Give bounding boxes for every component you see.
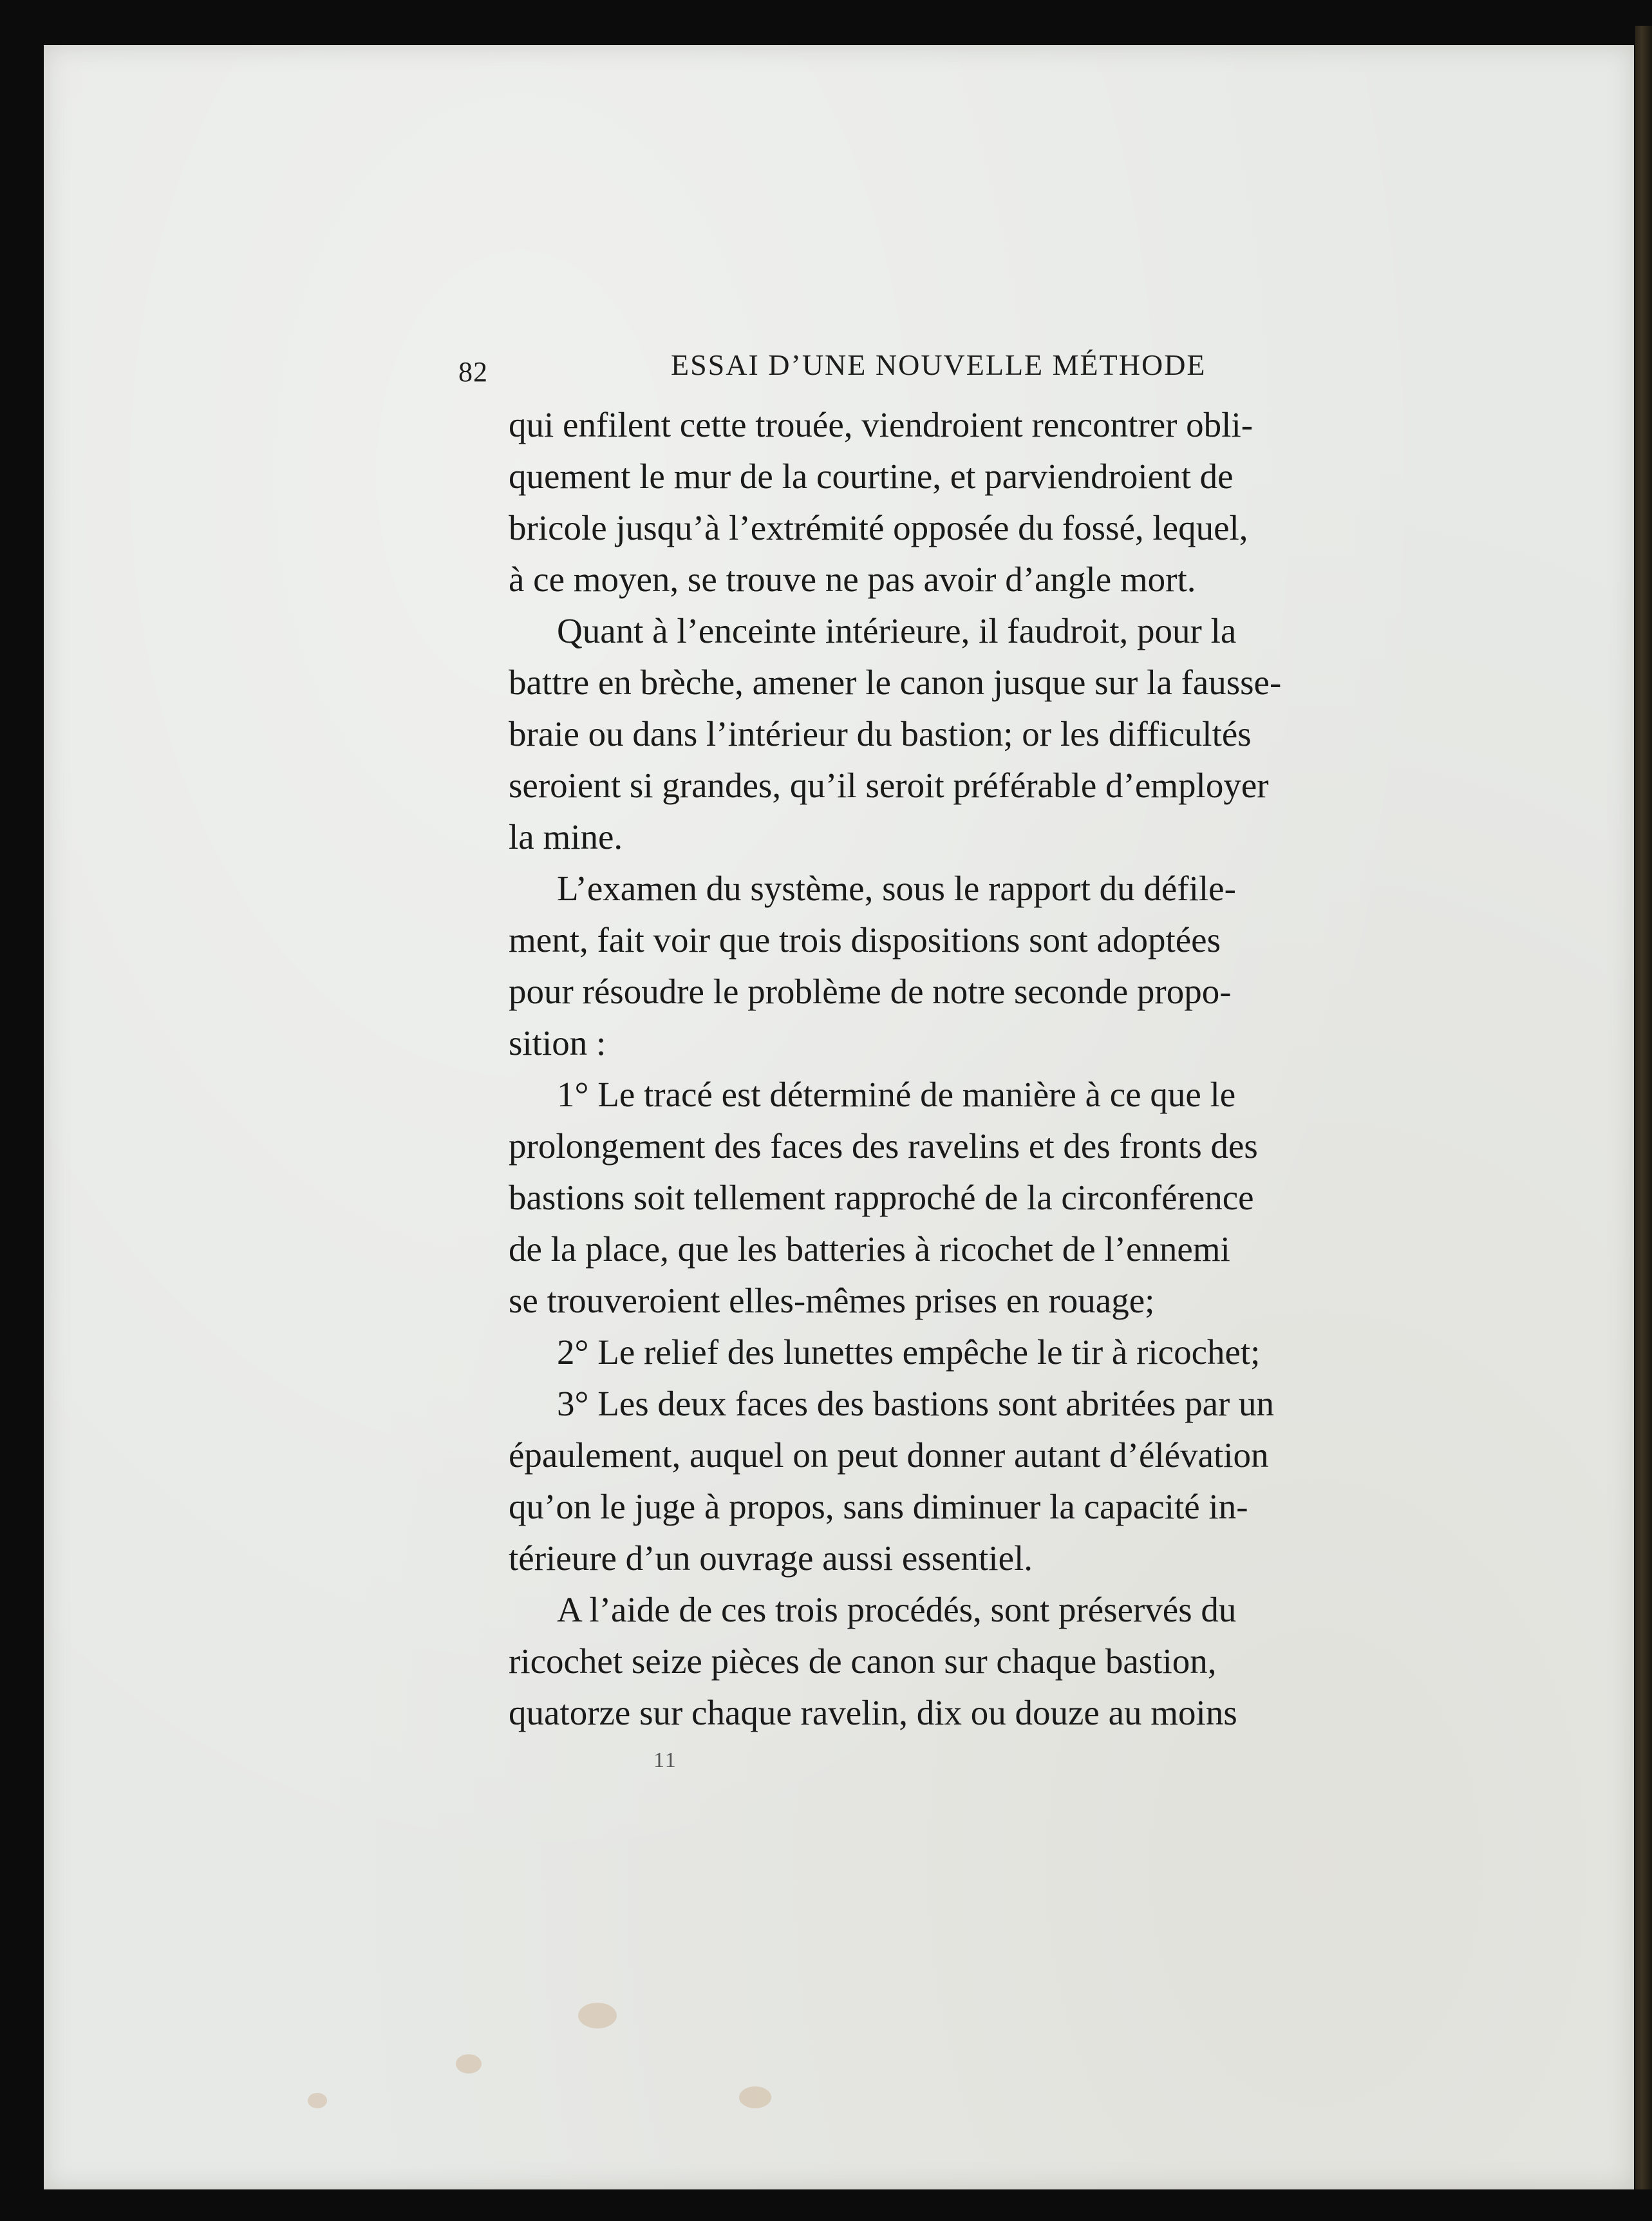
text-line: quatorze sur chaque ravelin, dix ou douze au moins — [509, 1693, 1237, 1732]
text-line: de la place, que les batteries à ricochet de l’ennemi — [509, 1229, 1230, 1269]
text-line: ricochet seize pièces de canon sur chaque bastion, — [509, 1641, 1217, 1681]
text-line: la mine. — [509, 817, 623, 856]
text-line: se trouveroient elles-mêmes prises en rouage; — [509, 1281, 1155, 1320]
text-line: à ce moyen, se trouve ne pas avoir d’angle mort. — [509, 560, 1196, 599]
text-line: prolongement des faces des ravelins et des fronts des — [509, 1126, 1258, 1166]
text-line: sition : — [509, 1023, 606, 1063]
text-line: 3° Les deux faces des bastions sont abritées par un — [557, 1384, 1275, 1423]
paragraph-2 — [509, 605, 1423, 863]
text-line: térieure d’un ouvrage aussi essentiel. — [509, 1538, 1033, 1578]
binding-edge — [1635, 26, 1652, 2189]
running-header — [458, 348, 1257, 399]
foxing-stain — [456, 2054, 482, 2074]
text-line: battre en brèche, amener le canon jusque sur la fausse- — [509, 663, 1282, 702]
text-line: quement le mur de la courtine, et parviendroient de — [509, 457, 1234, 496]
foxing-stain — [308, 2093, 327, 2108]
running-title: ESSAI D’UNE NOUVELLE MÉTHODE — [671, 348, 1206, 381]
foxing-stain — [739, 2086, 771, 2108]
text-line: bastions soit tellement rapproché de la circonférence — [509, 1178, 1254, 1217]
text-line: L’examen du système, sous le rapport du défile- — [557, 869, 1236, 908]
text-line: pour résoudre le problème de notre seconde propo- — [509, 972, 1232, 1011]
text-line: Quant à l’enceinte intérieure, il faudroit, pour la — [557, 611, 1237, 650]
paragraph-4 — [509, 1584, 1423, 1739]
text-line: épaulement, auquel on peut donner autant d’élévation — [509, 1435, 1269, 1475]
list-item-2 — [509, 1327, 1423, 1378]
text-line: 1° Le tracé est déterminé de manière à ce que le — [557, 1075, 1236, 1114]
text-line: A l’aide de ces trois procédés, sont préservés du — [557, 1590, 1237, 1629]
list-item-3 — [509, 1378, 1423, 1584]
text-line: 2° Le relief des lunettes empêche le tir à ricochet; — [557, 1332, 1261, 1372]
foxing-stain — [578, 2003, 617, 2028]
text-line: ment, fait voir que trois dispositions sont adoptées — [509, 920, 1221, 959]
list-item-1 — [509, 1069, 1423, 1327]
body-text — [509, 399, 1423, 1739]
text-line: braie ou dans l’intérieur du bastion; or les difficultés — [509, 714, 1252, 753]
paragraph-1 — [509, 399, 1423, 605]
text-line: bricole jusqu’à l’extrémité opposée du fossé, lequel, — [509, 508, 1248, 547]
text-line: qu’on le juge à propos, sans diminuer la capacité in- — [509, 1487, 1248, 1526]
paragraph-3 — [509, 863, 1423, 1069]
text-line: qui enfilent cette trouée, viendroient rencontrer obli- — [509, 405, 1253, 444]
signature-mark: 11 — [653, 1748, 677, 1772]
text-line: seroient si grandes, qu’il seroit préférable d’employer — [509, 766, 1269, 805]
page-number: 82 — [458, 356, 488, 388]
